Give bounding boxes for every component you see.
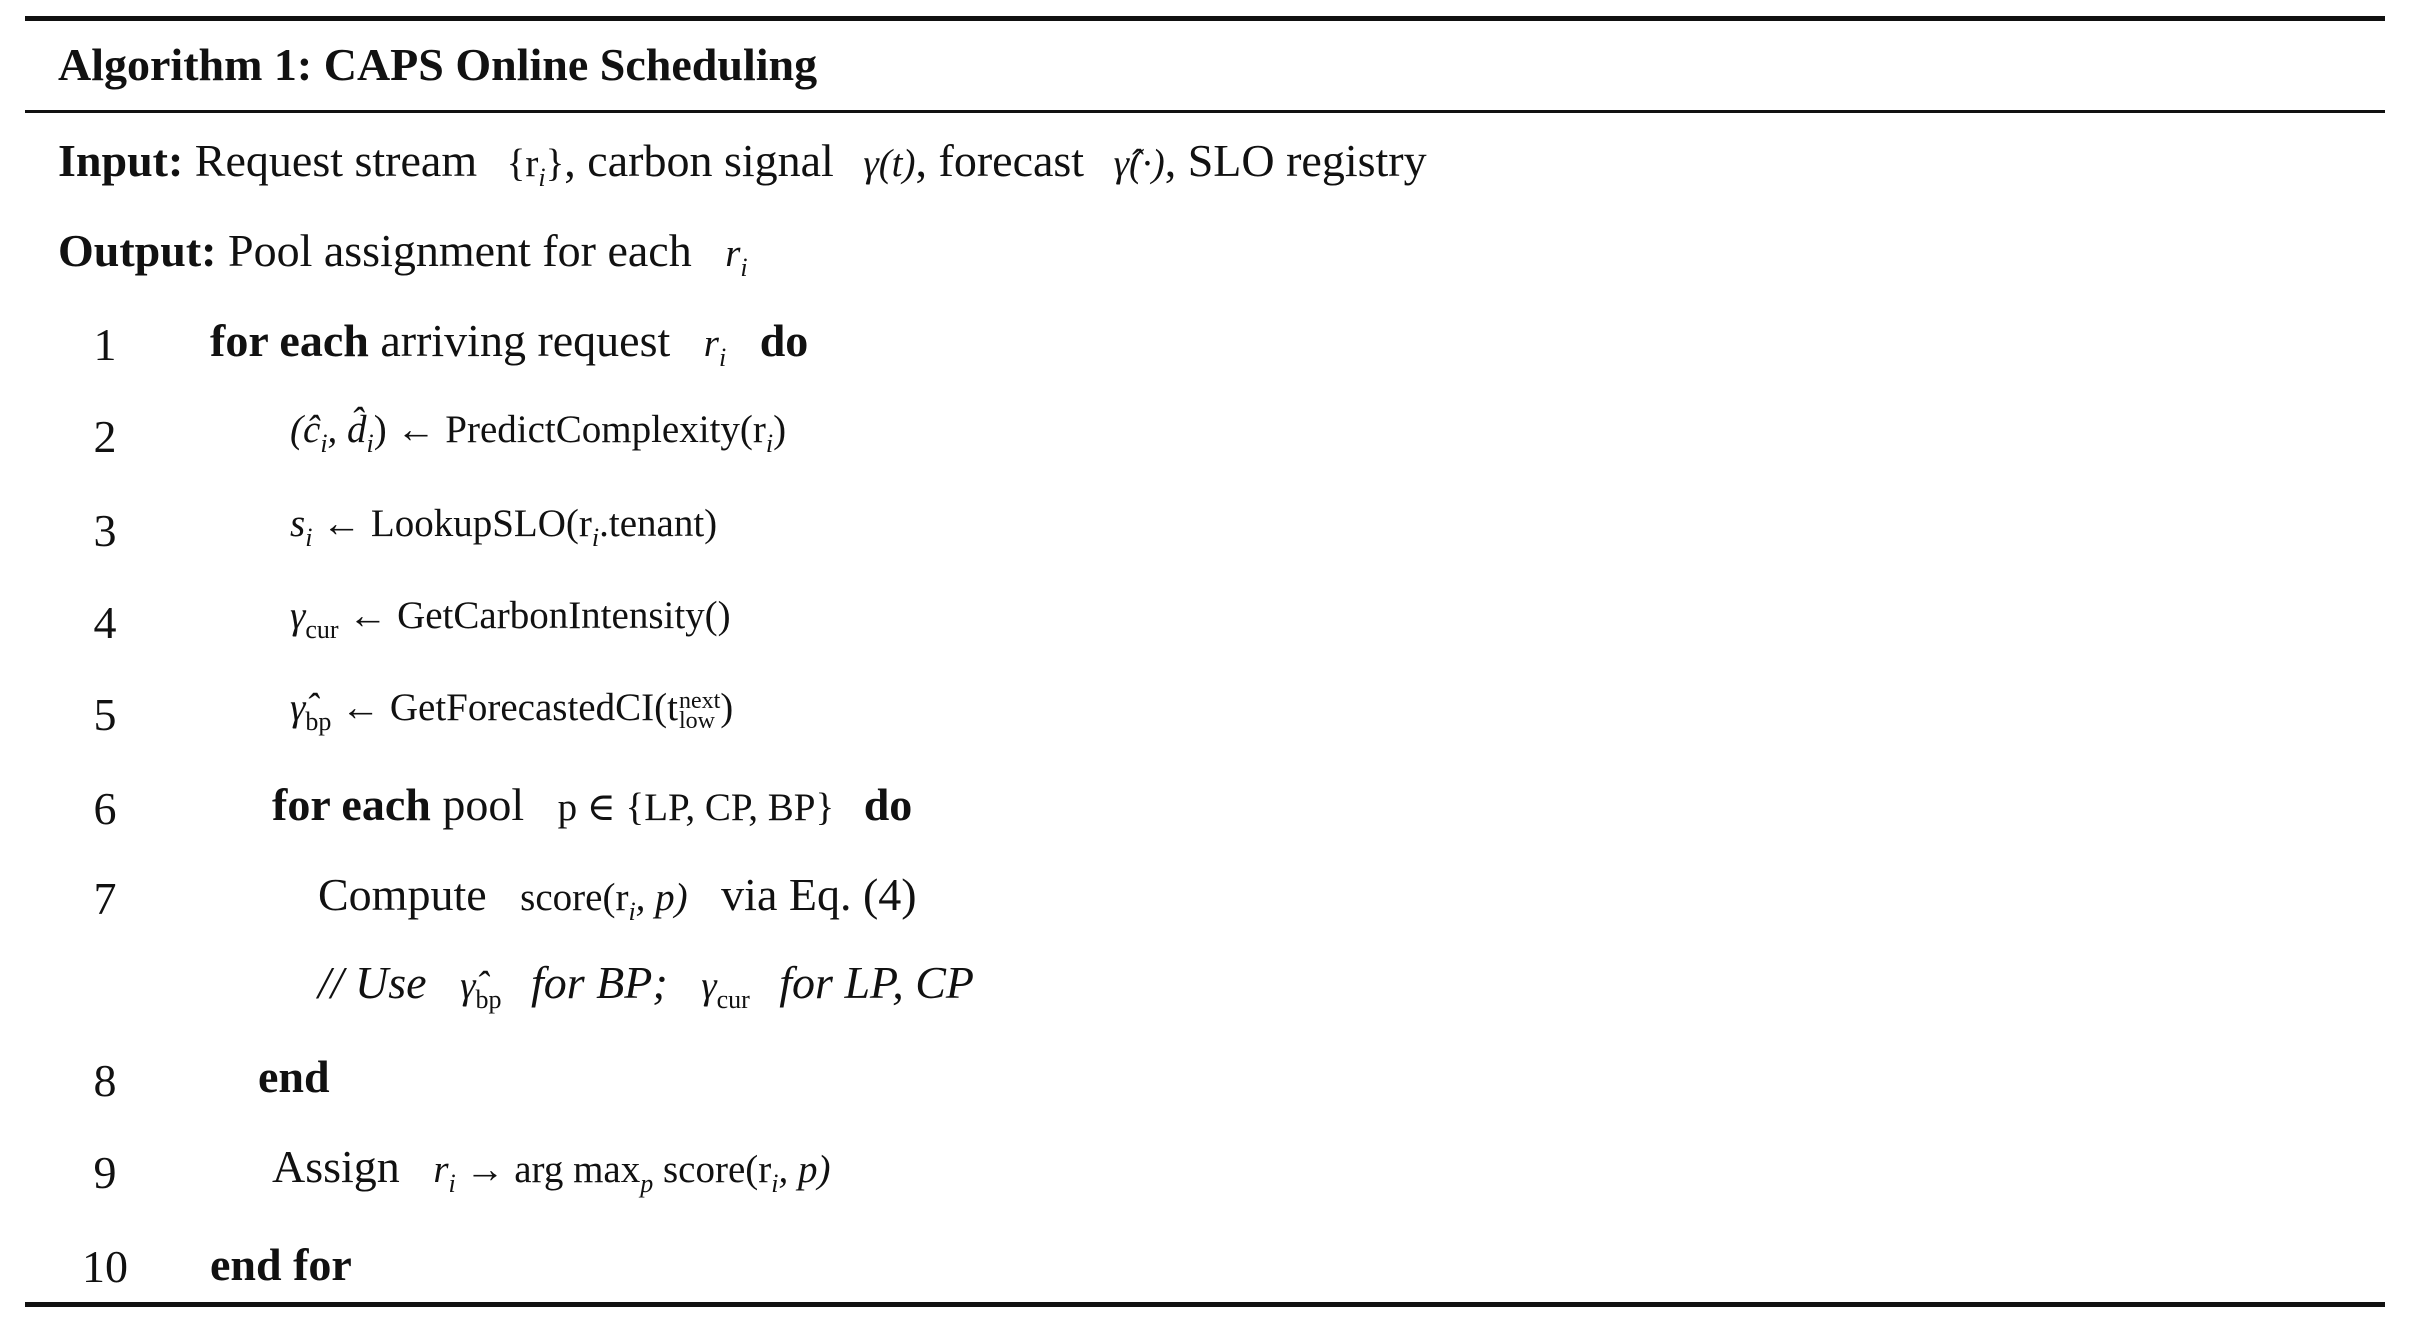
- comment-text-1: // Use: [318, 957, 427, 1008]
- line-1-text: arriving request: [380, 315, 671, 366]
- output-text: Pool assignment for each: [227, 225, 692, 276]
- algo-line-2: ($ĉ_i$, $d̂_i$) ← $PredictComplexity(r_i)$: [290, 408, 787, 458]
- line-number-4: 4: [93, 597, 117, 648]
- algo-comment-line: [318, 957, 974, 1014]
- line-number-1: 1: [93, 319, 117, 370]
- algo-line-4: $\gamma_{cur}$ ← GetCarbonIntensity(): [290, 594, 731, 644]
- comment-text-2: for BP;: [530, 957, 668, 1008]
- line-number-8: 8: [93, 1055, 117, 1106]
- comment-math-1: $\gammâ_{bp}$: [460, 964, 502, 1014]
- algorithm-title: Algorithm 1: CAPS Online Scheduling: [58, 39, 818, 90]
- bottom-rule: [25, 1302, 2385, 1307]
- line-6-text: pool: [442, 779, 525, 830]
- algo-line-10: [210, 1239, 352, 1290]
- line-7-text: Compute: [318, 869, 487, 920]
- comment-math-2: $\gamma_{cur}$: [701, 964, 750, 1014]
- algo-line-8: [258, 1051, 330, 1102]
- input-math-stream: $\{r_i\}$: [506, 142, 565, 192]
- line-number-9: 9: [93, 1147, 117, 1198]
- line-7-math: $score(r_i$, p): [520, 876, 688, 926]
- algo-line-6: [272, 779, 913, 830]
- line-9-text: Assign: [272, 1141, 400, 1192]
- output-label: Output:: [58, 225, 217, 276]
- algo-line-1: [210, 315, 809, 372]
- algo-line-7: [318, 869, 917, 926]
- keyword-for-each: for each: [210, 315, 369, 366]
- algo-line-9: [272, 1141, 831, 1198]
- keyword-for-each-pool: for each: [272, 779, 431, 830]
- line-number-6: 6: [93, 783, 117, 834]
- line-9-math: $r_i$ → arg $\max_p$ $score(r_i$, p): [433, 1148, 831, 1198]
- keyword-end: end: [258, 1051, 330, 1102]
- input-line: [58, 135, 1427, 192]
- top-rule: [25, 16, 2385, 21]
- input-math-gamma: γ(t): [863, 142, 916, 185]
- line-7-text-2: via Eq. (4): [721, 869, 917, 920]
- keyword-do: do: [759, 315, 809, 366]
- keyword-end-for: end for: [210, 1239, 352, 1290]
- input-text-3: , forecast: [915, 135, 1085, 186]
- header-rule: [25, 110, 2385, 113]
- input-label: Input:: [58, 135, 184, 186]
- output-math: $r_i$: [725, 232, 748, 282]
- input-text-2: , carbon signal: [564, 135, 834, 186]
- line-number-3: 3: [93, 505, 117, 556]
- line-number-5: 5: [93, 689, 117, 740]
- line-number-7: 7: [93, 873, 117, 924]
- line-number-2: 2: [93, 411, 117, 462]
- line-6-math: p ∈ {LP, CP, BP}: [557, 786, 835, 829]
- input-text-4: , SLO registry: [1164, 135, 1427, 186]
- input-text-1: Request stream: [194, 135, 478, 186]
- line-number-10: 10: [82, 1241, 128, 1292]
- algo-line-3: $s_i$ ← $LookupSLO(r_i.tenant)$: [290, 502, 718, 552]
- keyword-do-pool: do: [863, 779, 913, 830]
- comment-text-3: for LP, CP: [779, 957, 974, 1008]
- algo-line-5: $\gammâ_{bp}$ ← GetForecastedCI(t next low ): [290, 686, 734, 736]
- input-math-forecast: γ̂(·): [1113, 142, 1165, 185]
- output-line: [58, 225, 748, 282]
- line-1-math: $r_i$: [703, 322, 727, 372]
